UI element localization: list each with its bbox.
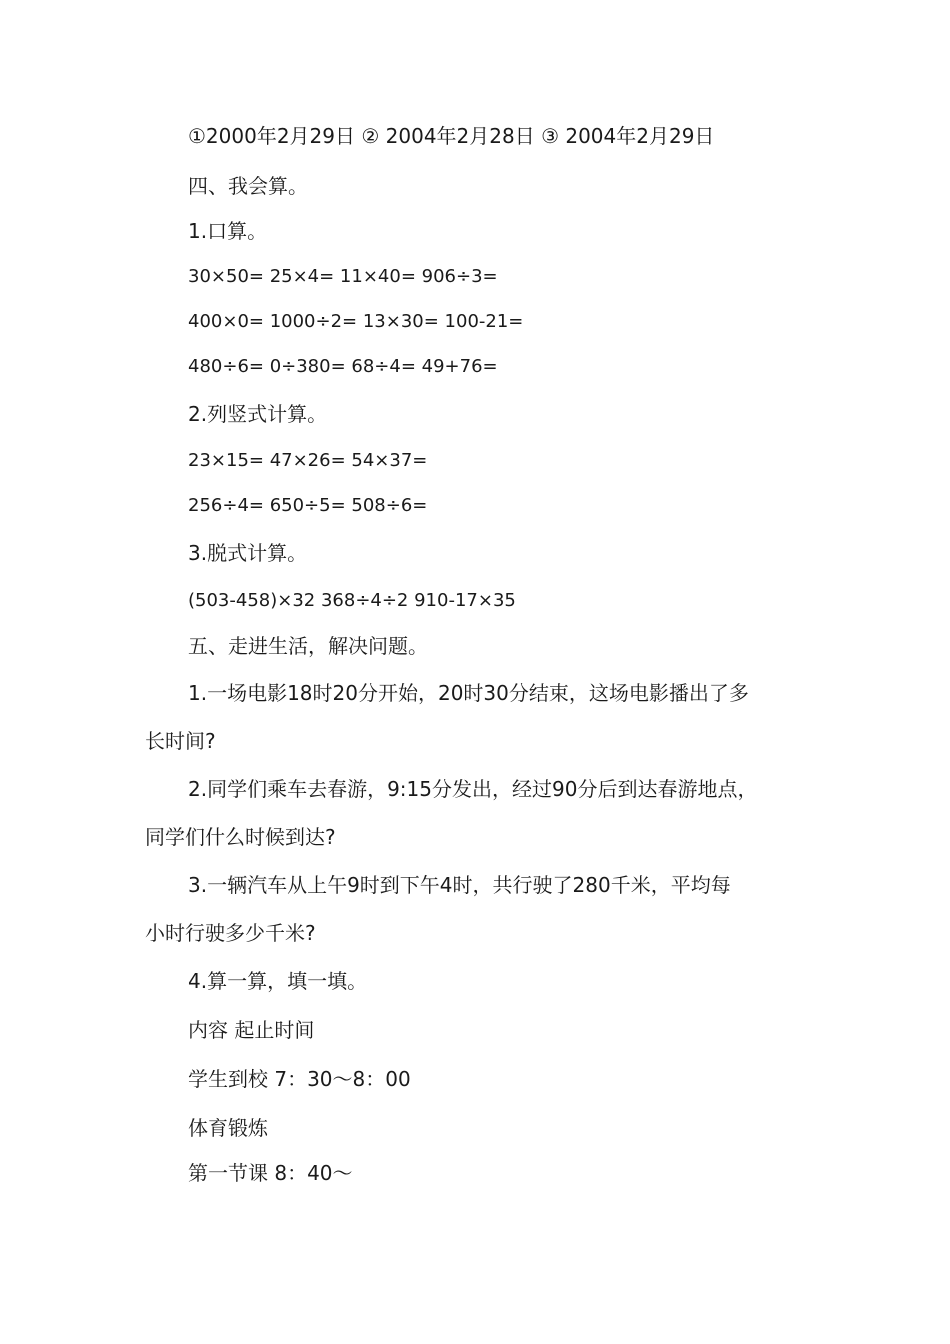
schedule-header: 内容 起止时间: [188, 1018, 315, 1042]
subheading-step-calc: 3.脱式计算。: [188, 541, 308, 565]
problem-1-line-2: 长时间?: [145, 729, 216, 753]
mental-math-row-2: 400×0= 1000÷2= 13×30= 100-21=: [188, 311, 524, 332]
schedule-row-exercise: 体育锻炼: [188, 1116, 268, 1140]
subheading-vertical-calc: 2.列竖式计算。: [188, 402, 328, 426]
problem-1-line-1: 1.一场电影18时20分开始，20时30分结束，这场电影播出了多: [188, 681, 749, 705]
problem-2-line-2: 同学们什么时候到达?: [145, 825, 336, 849]
schedule-row-arrival: 学生到校 7：30～8：00: [188, 1067, 411, 1091]
subheading-mental-math: 1.口算。: [188, 219, 268, 243]
mental-math-row-1: 30×50= 25×4= 11×40= 906÷3=: [188, 266, 498, 287]
problem-3-line-1: 3.一辆汽车从上午9时到下午4时，共行驶了280千米，平均每: [188, 873, 731, 897]
problem-3-line-2: 小时行驶多少千米?: [145, 921, 316, 945]
problem-4-heading: 4.算一算，填一填。: [188, 969, 368, 993]
mental-math-row-3: 480÷6= 0÷380= 68÷4= 49+76=: [188, 356, 498, 377]
section-heading-calculate: 四、我会算。: [188, 174, 308, 198]
problem-2-line-1: 2.同学们乘车去春游，9:15分发出，经过90分后到达春游地点，: [188, 777, 758, 801]
vertical-calc-row-1: 23×15= 47×26= 54×37=: [188, 450, 428, 471]
schedule-row-first-class: 第一节课 8：40～: [188, 1161, 353, 1185]
step-calc-row: (503-458)×32 368÷4÷2 910-17×35: [188, 590, 516, 611]
vertical-calc-row-2: 256÷4= 650÷5= 508÷6=: [188, 495, 428, 516]
section-heading-real-life: 五、走进生活，解决问题。: [188, 634, 428, 658]
answer-options-line: ①2000年2月29日 ② 2004年2月28日 ③ 2004年2月29日: [188, 124, 715, 148]
